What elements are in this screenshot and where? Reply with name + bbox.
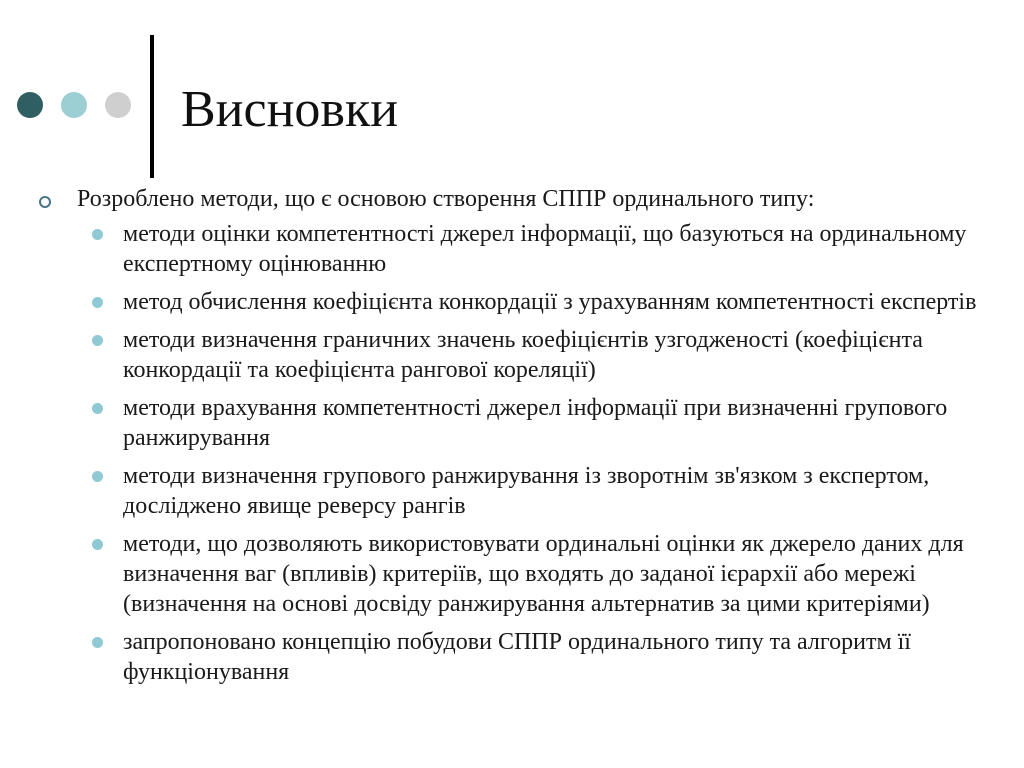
slide-content	[35, 184, 995, 695]
dot-bullet-icon	[92, 335, 103, 346]
sub-bullet-list	[35, 219, 995, 687]
dot-bullet-icon	[92, 539, 103, 550]
dot-bullet-icon	[92, 297, 103, 308]
slide-title: Висновки	[181, 81, 399, 138]
dot-bullet-icon	[92, 471, 103, 482]
sub-bullet-text: метод обчислення коефіцієнта конкордації з урахуванням компетентності експертів	[123, 289, 977, 315]
dot-bullet-icon	[92, 637, 103, 648]
sub-bullet-text: методи врахування компетентності джерел інформації при визначенні групового ранжирування	[123, 395, 948, 451]
sub-bullet-text: методи оцінки компетентності джерел інформації, що базуються на ординальному експертному оцінюванню	[123, 221, 967, 277]
sub-bullet-item	[35, 529, 995, 619]
sub-bullet-text: методи, що дозволяють використовувати ординальні оцінки як джерело даних для визначення ваг (впливів) критеріїв, що входять до заданої ієрархії або мережі (визначення на основі досвіду ранжирування альтернатив за цими критеріями)	[123, 531, 964, 617]
sub-bullet-item	[35, 219, 995, 279]
sub-bullet-text: методи визначення групового ранжирування із зворотнім зв'язком з експертом, досліджено явище реверсу рангів	[123, 463, 930, 519]
sub-bullet-text: методи визначення граничних значень коефіцієнтів узгодженості (коефіцієнта конкордації та коефіцієнта рангової кореляції)	[123, 327, 923, 383]
sub-bullet-item	[35, 627, 995, 687]
main-bullet	[35, 184, 995, 215]
teal-dot-icon	[61, 92, 87, 118]
dark-dot-icon	[17, 92, 43, 118]
sub-bullet-item	[35, 287, 995, 317]
ring-bullet-icon	[39, 196, 51, 208]
title-divider	[150, 35, 154, 178]
dot-bullet-icon	[92, 229, 103, 240]
dot-bullet-icon	[92, 403, 103, 414]
gray-dot-icon	[105, 92, 131, 118]
sub-bullet-item	[35, 393, 995, 453]
main-bullet-text: Розроблено методи, що є основою створення СППР ординального типу:	[77, 186, 815, 212]
sub-bullet-text: запропоновано концепцію побудови СППР ординального типу та алгоритм її функціонування	[123, 629, 911, 685]
sub-bullet-item	[35, 461, 995, 521]
sub-bullet-item	[35, 325, 995, 385]
